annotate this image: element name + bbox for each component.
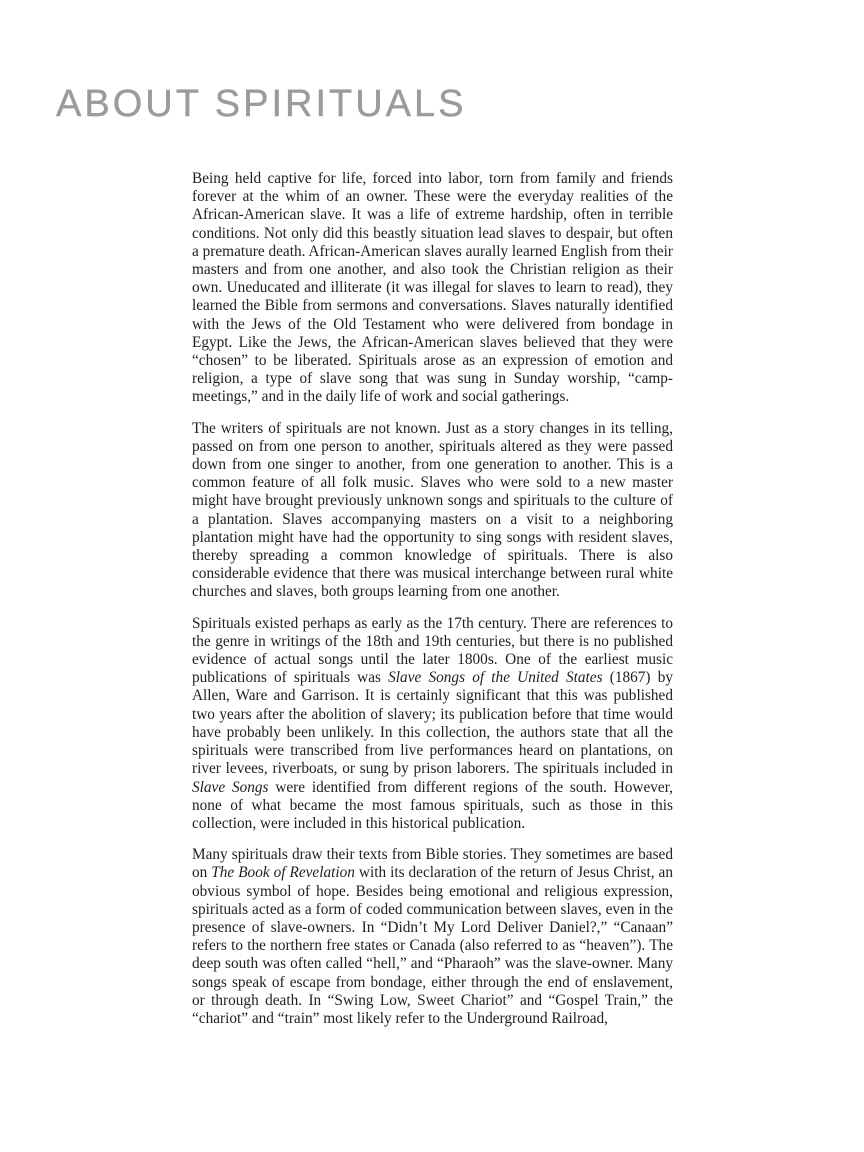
text-run: Many spirituals draw their texts from Bible stories. They sometimes are based on [192,846,673,882]
italic-text-run: Slave Songs [192,778,269,796]
paragraph [192,615,673,833]
text-run: (1867) by Allen, Ware and Garrison. It is certainly significant that this was published two years after the abolition of slavery; its publication before that time would have probably been unlikely. In this collection, the authors state that all the spirituals were transcribed from live performances heard on plantations, on river levees, riverboats, or sung by prison laborers. The spirituals included in [192,669,673,778]
italic-text-run: Slave Songs of the United States [388,669,603,687]
italic-text-run: The Book of Revelation [211,864,355,882]
page-title: ABOUT SPIRITUALS [56,83,467,125]
paragraph [192,846,673,1028]
paragraph [192,420,673,602]
text-run: were identified from different regions of the south. However, none of what became the most famous spirituals, such as those in this collection, were included in this historical publication. [192,778,673,832]
text-run: The writers of spirituals are not known. Just as a story changes in its telling, passed on from one person to another, spirituals altered as they were passed down from one singer to another, from one generation to another. This is a common feature of all folk music. Slaves who were sold to a new master might have brought previously unknown songs and spirituals to the culture of a plantation. Slaves accompanying masters on a visit to a neighboring plantation might have had the opportunity to sing songs with resident slaves, thereby spreading a common knowledge of spirituals. There is also considerable evidence that there was musical interchange between rural white churches and slaves, both groups learning from one another. [192,419,673,601]
article-body [192,170,673,1028]
text-run: with its declaration of the return of Jesus Christ, an obvious symbol of hope. Besides being emotional and religious expression, spirituals acted as a form of coded communication between slaves, even in the presence of slave-owners. In “Didn’t My Lord Deliver Daniel?,” “Canaan” refers to the northern free states or Canada (also referred to as “heaven”). The deep south was often called “hell,” and “Pharaoh” was the slave-owner. Many songs speak of escape from bondage, either through the end of enslavement, or through death. In “Swing Low, Sweet Chariot” and “Gospel Train,” the “chariot” and “train” most likely refer to the Underground Railroad, [192,864,673,1027]
text-run: Spirituals existed perhaps as early as the 17th century. There are references to the genre in writings of the 18th and 19th centuries, but there is no published evidence of actual songs until the later 1800s. One of the earliest music publications of spirituals was [192,614,673,687]
paragraph [192,170,673,407]
text-run: Being held captive for life, forced into labor, torn from family and friends forever at the whim of an owner. These were the everyday realities of the African-American slave. It was a life of extreme hardship, often in terrible conditions. Not only did this beastly situation lead slaves to despair, but often a premature death. African-American slaves aurally learned English from their masters and from one another, and also took the Christian religion as their own. Uneducated and illiterate (it was illegal for slaves to learn to read), they learned the Bible from sermons and conversations. Slaves naturally identified with the Jews of the Old Testament who were delivered from bondage in Egypt. Like the Jews, the African-American slaves believed that they were “chosen” to be liberated. Spirituals arose as an expression of emotion and religion, a type of slave song that was sung in Sunday worship, “camp-meetings,” and in the daily life of work and social gatherings. [192,170,673,406]
